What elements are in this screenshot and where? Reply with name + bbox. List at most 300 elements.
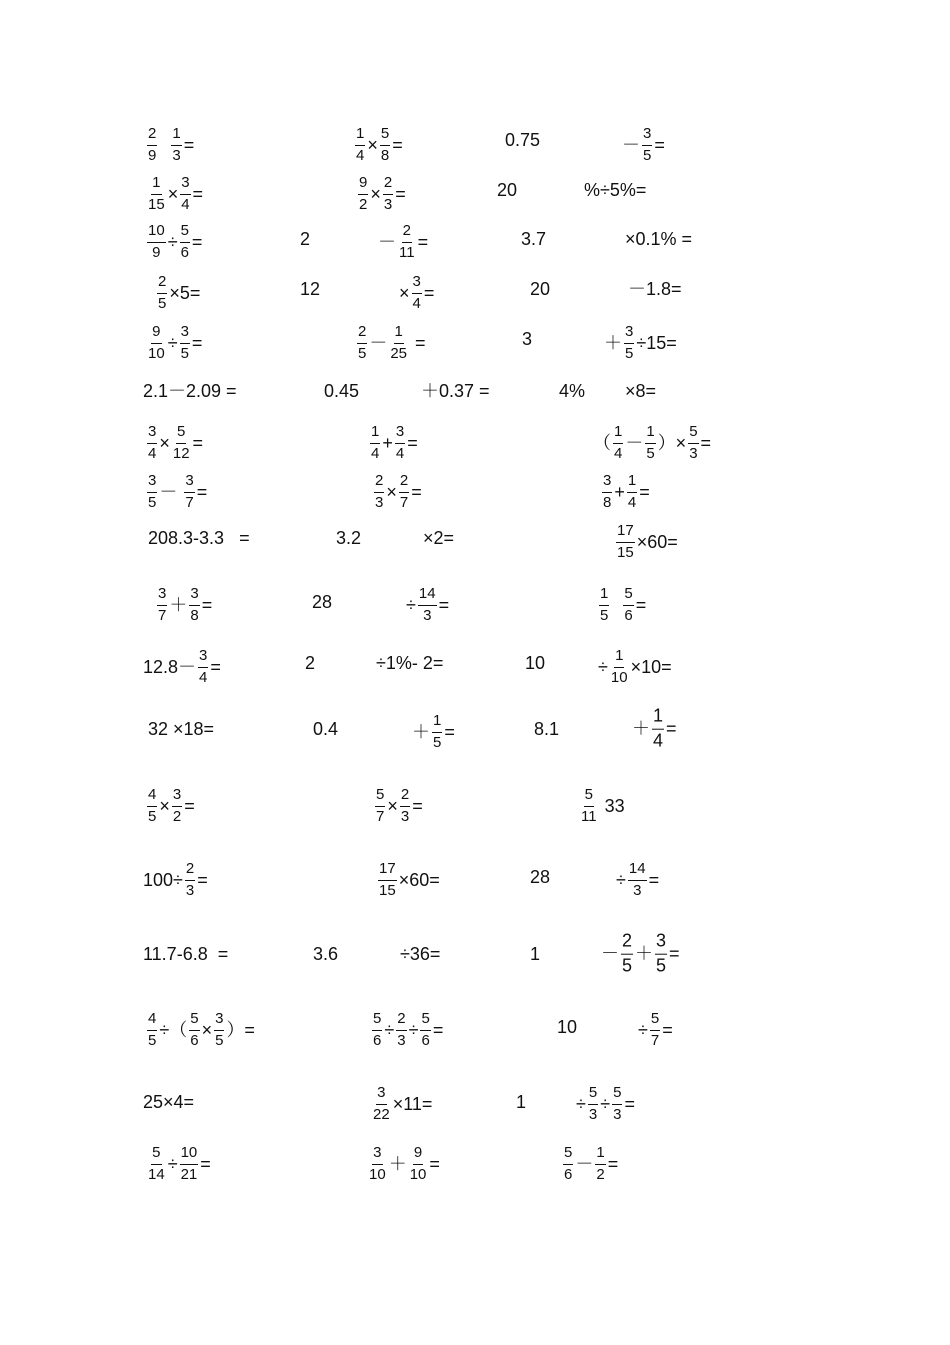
fraction-numerator: 3 [198,648,208,668]
expression-text: 10 [557,1017,578,1037]
expression-text: × [167,184,179,204]
expression [530,868,550,886]
expression [497,181,517,199]
expression-text: = [392,135,403,155]
expression-text: = [192,433,204,453]
expression-text: %÷5%= [584,180,647,200]
expression-text: 33 [599,796,625,816]
fraction-numerator: 1 [613,424,623,444]
fraction-denominator: 5 [625,344,634,362]
expression-text: = [624,1094,635,1114]
fraction-numerator: 3 [147,473,157,493]
fraction [147,223,166,261]
fraction-numerator: 10 [180,1145,199,1165]
expression [376,654,443,672]
expression-text: ×2= [423,528,455,548]
fraction-numerator: 3 [189,586,199,606]
fraction [420,1011,430,1049]
fraction [642,126,652,164]
fraction [613,424,623,462]
expression-text: 0.45 [324,381,360,401]
expression-text: 20 [530,279,551,299]
fraction [172,424,191,462]
fraction-numerator: 1 [652,707,664,730]
fraction [157,274,167,312]
fraction-numerator: 3 [184,473,194,493]
fraction-denominator: 9 [148,146,157,164]
fraction-denominator: 6 [190,1031,199,1049]
expression [399,274,434,312]
fraction-denominator: 5 [180,344,189,362]
expression-text: + [614,482,625,502]
expression-text: ÷ [598,657,608,677]
expression [530,280,550,298]
expression-text: ＋ [635,944,654,964]
expression-text: －1.8= [628,279,682,299]
expression-text: = [635,595,647,615]
expression-text [159,136,169,154]
fraction [580,787,598,825]
fraction [650,1011,660,1049]
expression-text: ÷ [600,1094,611,1114]
fraction-denominator: 15 [617,543,634,561]
fraction-numerator: 14 [628,861,647,881]
fraction [432,713,442,751]
fraction [378,861,397,899]
fraction-denominator: 3 [375,493,384,511]
expression-text: 1 [530,944,541,964]
fraction-numerator: 3 [172,787,182,807]
expression-text: × [367,135,378,155]
fraction [189,586,199,624]
expression [145,1145,211,1183]
expression-text: = [444,722,455,742]
fraction-numerator: 5 [650,1011,660,1031]
fraction-numerator: 5 [584,787,594,807]
fraction-denominator: 5 [358,344,367,362]
fraction-numerator: 5 [180,223,190,243]
expression-text: ）× [657,433,687,453]
fraction [412,274,422,312]
expression-text: ÷15= [636,333,677,353]
fraction-denominator: 3 [383,195,393,213]
fraction [652,707,664,752]
expression-text: ＋ [388,1154,407,1174]
fraction-numerator: 3 [372,1145,382,1165]
expression-text: 32 ×18= [148,719,215,739]
expression-text: ÷1%- 2= [376,653,444,673]
fraction-numerator: 1 [394,324,404,344]
expression-text: ＋ [632,719,650,739]
fraction-denominator: 11 [399,243,415,261]
expression [145,787,195,825]
fraction-numerator: 1 [151,175,161,195]
expression-text: × [387,796,398,816]
expression-text: 28 [530,867,551,887]
fraction [655,932,667,977]
fraction [198,648,208,686]
expression-text: ×0.1% = [625,229,693,249]
expression [378,223,428,261]
fraction-denominator: 7 [158,606,167,624]
fraction-denominator: 4 [627,493,637,511]
fraction-numerator: 3 [602,473,612,493]
expression-text: 3 [522,329,533,349]
expression [616,861,659,899]
fraction-denominator: 5 [600,606,609,624]
expression [145,324,202,362]
expression-text [611,596,621,614]
fraction-numerator: 2 [383,175,393,195]
expression [145,424,203,462]
fraction-denominator: 15 [148,195,165,213]
expression [559,382,585,400]
fraction [595,1145,605,1183]
fraction-numerator: 10 [147,223,166,243]
expression-text: = [662,1020,673,1040]
fraction-numerator: 3 [180,175,190,195]
fraction-denominator: 11 [581,807,597,825]
expression [300,280,320,298]
fraction [628,861,647,899]
fraction [147,324,166,362]
fraction-denominator: 4 [412,294,421,312]
fraction [147,1011,157,1049]
expression-text: × [386,482,397,502]
expression [376,861,440,899]
fraction [180,324,190,362]
fraction [645,424,655,462]
fraction-denominator: 2 [596,1165,605,1183]
expression-text: 2 [305,653,316,673]
expression [313,720,338,738]
fraction-numerator: 5 [189,1011,199,1031]
fraction-numerator: 9 [358,175,368,195]
fraction [400,787,410,825]
expression [143,861,208,899]
fraction-denominator: 3 [613,1105,622,1123]
expression [576,1085,635,1123]
expression-text: = [700,433,712,453]
expression [373,787,423,825]
fraction-numerator: 1 [614,648,624,668]
fraction [624,324,634,362]
fraction-denominator: 10 [148,344,165,362]
expression [145,1011,255,1049]
fraction [563,1145,573,1183]
expression-text: = [654,135,665,155]
fraction-denominator: 4 [181,195,190,213]
expression-text: ÷36= [400,944,441,964]
expression-text: ÷（ [159,1020,188,1040]
expression [604,324,677,362]
expression [143,945,228,963]
fraction [602,473,612,511]
fraction-numerator: 1 [599,586,609,606]
expression [578,787,625,825]
fraction-numerator: 1 [645,424,655,444]
expression-text: － [622,135,640,155]
expression [584,181,646,199]
fraction-numerator: 1 [355,126,365,146]
fraction [372,1011,382,1049]
fraction-denominator: 5 [148,493,157,511]
fraction-denominator: 7 [650,1031,660,1049]
fraction [147,126,157,164]
fraction-numerator: 14 [418,586,437,606]
fraction [171,126,181,164]
fraction-denominator: 4 [653,730,664,751]
expression [412,713,455,751]
fraction-numerator: 9 [151,324,161,344]
fraction [147,424,157,462]
expression [145,473,207,511]
expression [423,529,454,547]
fraction-denominator: 4 [614,444,623,462]
expression-text: 12 [300,279,321,299]
expression [353,126,403,164]
expression-text: － [369,333,388,353]
expression [557,1018,577,1036]
expression [521,230,546,248]
expression-text: = [438,595,450,615]
expression-text: ÷ [167,232,178,252]
fraction [610,648,629,686]
expression [593,424,711,462]
fraction [147,1145,166,1183]
fraction [147,175,166,213]
expression [638,1011,673,1049]
expression-text: = [192,184,204,204]
expression [356,175,406,213]
expression [614,523,678,561]
expression [148,720,214,738]
expression-text: = [411,482,422,502]
expression-text: 8.1 [534,719,560,739]
fraction-numerator: 5 [380,126,390,146]
fraction-numerator: 3 [214,1011,224,1031]
fraction [616,523,635,561]
expression-text: = [432,1020,444,1040]
expression-text: ÷ [384,1020,395,1040]
expression-text: ÷ [638,1020,648,1040]
expression-text: 3.6 [313,944,339,964]
fraction-numerator: 3 [624,324,634,344]
expression-text: 100÷ [143,870,183,890]
fraction-denominator: 5 [148,807,157,825]
fraction-denominator: 22 [373,1105,390,1123]
fraction [588,1085,598,1123]
expression-text: = [639,482,650,502]
expression [355,324,426,362]
expression-text: 11.7-6.8 = [143,944,229,964]
fraction-numerator: 2 [399,473,409,493]
fraction-denominator: 6 [373,1031,382,1049]
fraction-denominator: 3 [689,444,698,462]
fraction [418,586,437,624]
fraction-denominator: 5 [656,955,667,976]
fraction-numerator: 3 [147,424,157,444]
expression-text: － [575,1154,594,1174]
expression-text: ÷ [408,1020,419,1040]
expression [598,648,672,686]
fraction-numerator: 17 [616,523,635,543]
expression-text: 10 [525,653,546,673]
expression [505,131,540,149]
fraction [157,586,167,624]
fraction-numerator: 3 [376,1085,386,1105]
expression [522,330,532,348]
expression [625,230,692,248]
expression [421,382,490,400]
fraction [185,861,195,899]
fraction-denominator: 4 [199,668,208,686]
expression-text: 28 [312,592,333,612]
expression-text: 0.75 [505,130,541,150]
expression [312,593,332,611]
expression [143,1093,194,1111]
expression-text: = [412,796,423,816]
expression-text: = [183,135,195,155]
expression-text: 4% [559,381,586,401]
fraction-numerator: 2 [396,1011,406,1031]
expression [400,945,440,963]
expression [145,126,194,164]
fraction [621,932,633,977]
expression-text: = [407,433,418,453]
expression [534,720,559,738]
expression [305,654,315,672]
expression [368,424,418,462]
expression [622,126,665,164]
expression-text: × [201,1020,213,1040]
fraction-numerator: 4 [147,787,157,807]
fraction [214,1011,224,1049]
expression-text: ×11= [392,1094,433,1114]
expression-text: × [159,433,170,453]
fraction-denominator: 5 [622,955,633,976]
fraction [355,126,365,164]
fraction-numerator: 5 [612,1085,622,1105]
fraction-denominator: 3 [172,146,181,164]
expression [370,1011,443,1049]
fraction [612,1085,622,1123]
expression-text: = [196,482,208,502]
expression [155,586,212,624]
expression-text: = [648,870,660,890]
fraction-denominator: 3 [185,881,195,899]
fraction-denominator: 10 [610,668,628,686]
fraction [180,1145,199,1183]
fraction-numerator: 5 [420,1011,430,1031]
expression [625,382,656,400]
expression-text: = [669,944,680,964]
fraction-numerator: 3 [157,586,167,606]
fraction-denominator: 5 [148,1031,157,1049]
expression [370,1085,432,1123]
fraction-denominator: 8 [380,146,390,164]
fraction-denominator: 15 [379,881,396,899]
expression [632,707,677,752]
fraction-denominator: 3 [588,1105,598,1123]
expression [525,654,545,672]
expression-text: （ [593,433,611,453]
fraction-denominator: 3 [423,606,432,624]
fraction-denominator: 10 [409,1165,427,1183]
expression-text: ÷ [406,595,416,615]
expression-text: ＋0.37 = [421,381,490,401]
expression [336,529,361,547]
fraction-denominator: 5 [158,294,167,312]
fraction-numerator: 1 [432,713,442,733]
expression-text: = [197,870,208,890]
expression [148,529,250,547]
expression-text: = [200,1154,211,1174]
fraction-denominator: 6 [564,1165,573,1183]
fraction-denominator: 6 [421,1031,430,1049]
expression-text: 20 [497,180,518,200]
fraction-denominator: 7 [399,493,409,511]
fraction-numerator: 3 [642,126,652,146]
fraction-numerator: 5 [623,586,633,606]
expression-text: 3.2 [336,528,362,548]
fraction-numerator: 3 [395,424,405,444]
fraction-numerator: 2 [157,274,167,294]
fraction-denominator: 5 [215,1031,224,1049]
expression-text: = [210,657,221,677]
expression-text: － [159,482,183,502]
fraction-numerator: 5 [151,1145,161,1165]
expression-text: 0.4 [313,719,339,739]
expression-text: × [370,184,381,204]
fraction-numerator: 5 [588,1085,598,1105]
fraction-denominator: 3 [397,1031,406,1049]
expression-text: ÷ [167,333,178,353]
fraction [374,473,384,511]
fraction-numerator: 2 [374,473,384,493]
expression [300,230,310,248]
fraction-denominator: 9 [152,243,161,261]
fraction-denominator: 25 [390,344,408,362]
fraction-numerator: 5 [375,787,385,807]
fraction-numerator: 5 [688,424,698,444]
expression-text: = [191,333,203,353]
fraction-numerator: 1 [627,473,637,493]
fraction-denominator: 4 [148,444,157,462]
expression [155,274,200,312]
fraction [688,424,698,462]
expression-text: = [666,719,677,739]
expression-text: = [410,333,426,353]
fraction-numerator: 3 [180,324,190,344]
fraction [358,175,368,213]
fraction-denominator: 2 [359,195,368,213]
fraction [375,787,385,825]
fraction-numerator: 2 [185,861,195,881]
fraction [370,424,380,462]
expression-text: 25×4= [143,1092,195,1112]
expression [143,382,237,400]
fraction-denominator: 4 [395,444,405,462]
expression-text: = [191,232,203,252]
expression-text: － [625,433,644,453]
expression-text: ＋ [169,595,188,615]
fraction-denominator: 14 [148,1165,165,1183]
expression-text: 2.1－2.09 = [143,381,237,401]
expression [406,586,449,624]
fraction [380,126,390,164]
fraction-numerator: 2 [402,223,412,243]
